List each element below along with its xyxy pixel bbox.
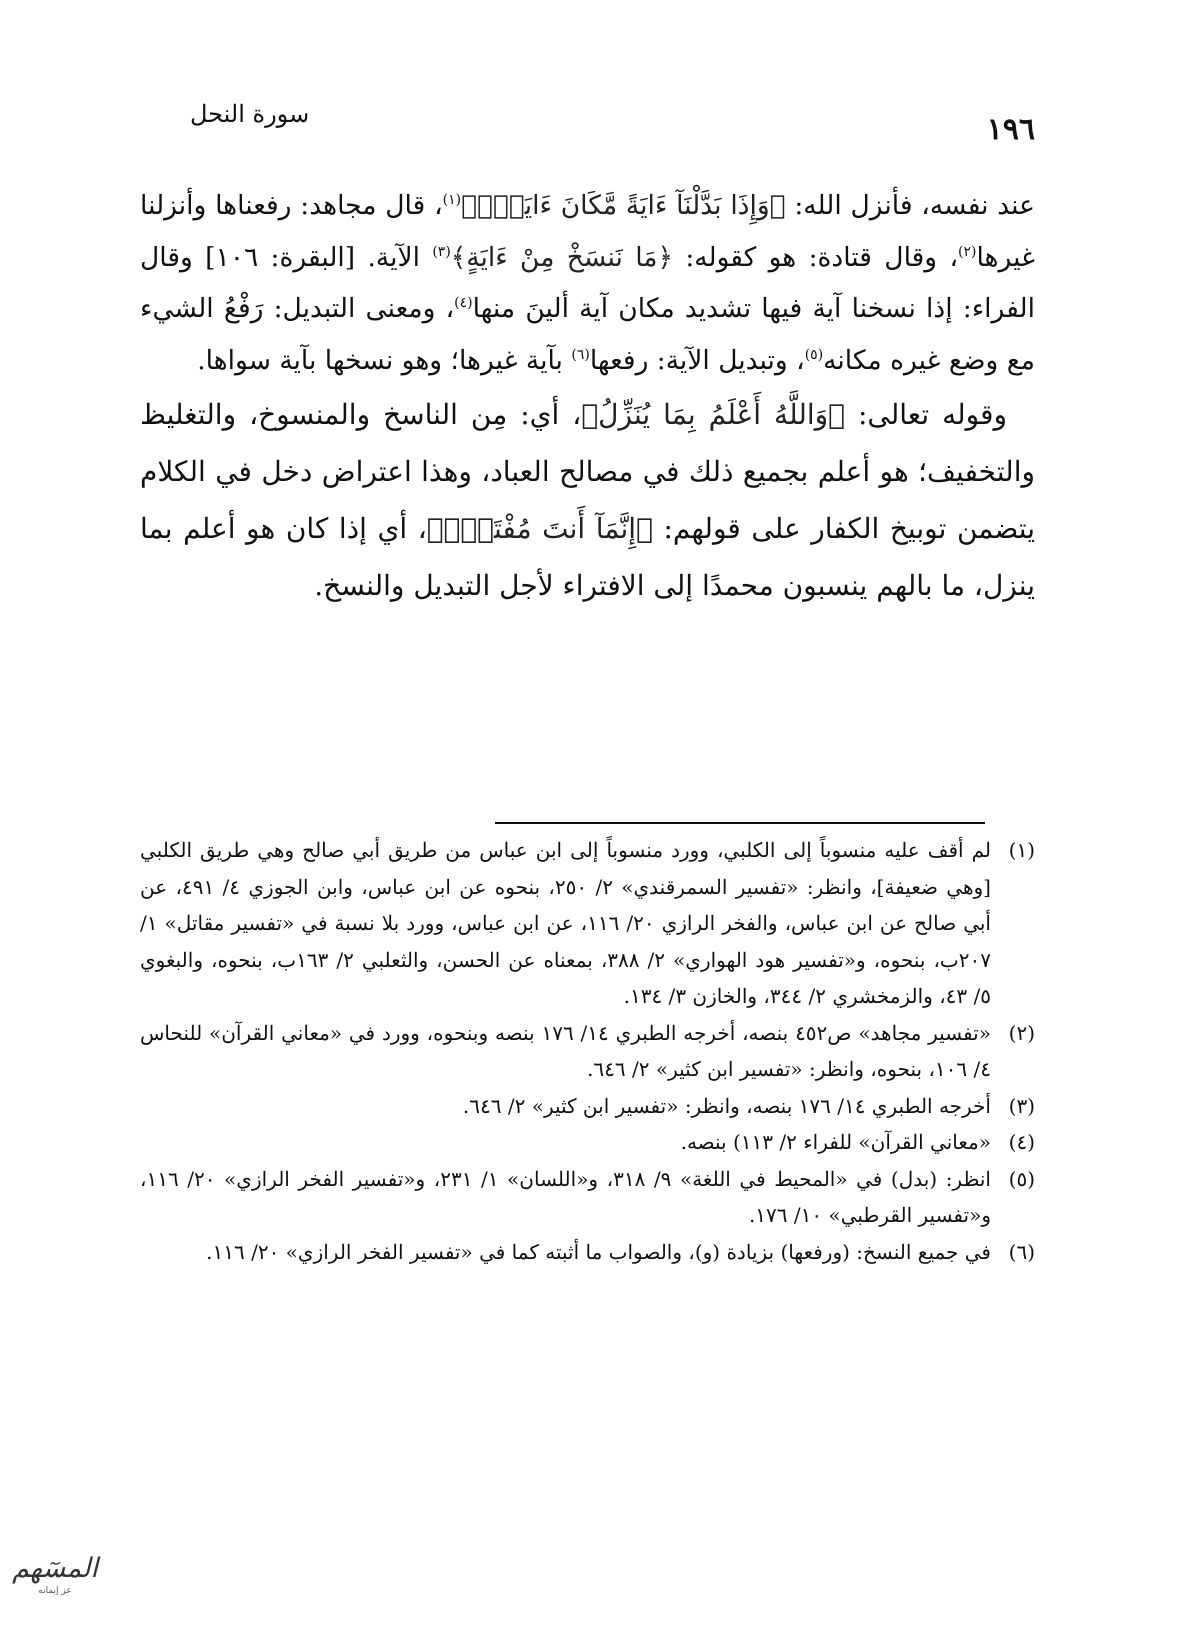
footnote-text: في جميع النسخ: (ورفعها) بزيادة (و)، والصواب ما أثبته كما في «تفسير الفخر الرازي» ٢٠/ ١١٦. <box>206 1239 991 1264</box>
footnote-number: (٣) <box>1008 1093 1035 1118</box>
quran-verse: ﴿مَا نَنسَخْ مِنْ ءَايَةٍ﴾ <box>450 241 674 273</box>
surah-title: سورة النحل <box>190 100 310 128</box>
text-run: ، قال مجاهد: رفعناها وأنزلنا غيرها <box>140 190 1035 273</box>
footnotes <box>140 832 1035 1270</box>
library-stamp-logo <box>10 1552 100 1602</box>
footnote-marker[interactable]: (٤) <box>454 295 473 312</box>
text-run: ، أي إذا كان هو أعلم بما ينزل، ما بالهم ينسبون محمدًا إلى الافتراء لأجل التبديل والنسخ. <box>140 512 1035 602</box>
footnote-item <box>140 1124 1035 1161</box>
footnote-marker[interactable]: (٢) <box>958 243 977 260</box>
text-run: ، وتبديل الآية: رفعها <box>589 344 805 376</box>
text-run: بآية غيرها؛ وهو نسخها بآية سواها. <box>197 344 572 376</box>
footnote-number: (١) <box>1008 838 1035 862</box>
footnote-item <box>140 1161 1035 1234</box>
text-run: عند نفسه، فأنزل الله: <box>785 190 1035 221</box>
footnote-number: (٢) <box>1008 1020 1035 1045</box>
text-run: ، ومعنى التبديل: رَفْعُ الشيء مع وضع غيره مكانه <box>140 293 1035 376</box>
paragraph-2 <box>140 386 1035 614</box>
footnote-text: لم أقف عليه منسوباً إلى الكلبي، وورد منسوباً إلى ابن عباس من طريق أبي صالح وهي طريق الكلبي [وهي ضعيفة]، وانظر: «تفسير السمرقندي» ٢/ ٢٥٠، بنحوه عن ابن عباس، وابن الجوزي ٤/ ٤٩١، عن أبي صالح عن ابن عباس، والفخر الرازي ٢٠/ ١١٦، عن ابن عباس، وورد بلا نسبة في «تفسير مقاتل» ١/ ٢٠٧ب، بنحوه، و«تفسير هود الهواري» ٢/ ٣٨٨، بمعناه عن الحسن، والثعلبي ٢/ ١٦٣ب، بنحوه، والبغوي ٥/ ٤٣، والزمخشري ٢/ ٣٤٤، والخازن ٣/ ١٣٤. <box>140 838 991 1008</box>
footnote-item <box>140 1015 1035 1088</box>
footnote-text: «معاني القرآن» للفراء ٢/ ١١٣) بنصه. <box>680 1130 991 1154</box>
stamp-main-text: المسٓهم <box>12 1553 98 1584</box>
footnote-item <box>140 1088 1035 1125</box>
footnote-number: (٦) <box>1008 1239 1035 1264</box>
footnote-item <box>140 832 1035 1015</box>
text-run: ، وقال قتادة: هو كقوله: <box>673 241 958 273</box>
footnote-text: أخرجه الطبري ١٤/ ١٧٦ بنصه، وانظر: «تفسير ابن كثير» ٢/ ٦٤٦. <box>462 1093 991 1118</box>
footnote-marker[interactable]: (٣) <box>432 243 451 260</box>
footnote-marker[interactable]: (٦) <box>571 346 590 363</box>
footnote-number: (٥) <box>1008 1166 1035 1191</box>
text-run: وقوله تعالى: <box>844 398 1008 431</box>
page-number: ١٩٦ <box>986 112 1035 147</box>
main-text <box>140 180 1035 614</box>
text-run: ، أي: مِن الناسخ والمنسوخ، والتغليظ والتخفيف؛ هو أعلم بجميع ذلك في مصالح العباد، وهذا اعتراض دخل في الكلام يتضمن توبيخ الكفار على قولهم: <box>140 398 1035 545</box>
footnote-text: انظر: (بدل) في «المحيط في اللغة» ٩/ ٣١٨، و«اللسان» ١/ ٢٣١، و«تفسير الفخر الرازي» ٢٠/ ١١٦، و«تفسير القرطبي» ١٠/ ١٧٦. <box>140 1166 991 1227</box>
quran-verse: ﴿وَإِذَا بَدَّلْنَآ ءَايَةً مَّكَانَ ءَايَةٍۙ﴾ <box>461 190 786 221</box>
footnote-item <box>140 1234 1035 1271</box>
footnote-divider <box>495 822 985 824</box>
footnote-text: «تفسير مجاهد» ص٤٥٢ بنصه، أخرجه الطبري ١٤/ ١٧٦ بنصه وبنحوه، وورد في «معاني القرآن» للنحاس ٤/ ١٠٦، بنحوه، وانظر: «تفسير ابن كثير» ٢/ ٦٤٦. <box>140 1020 991 1081</box>
stamp-sub-text: عز إيمانه <box>38 1586 72 1596</box>
page-header <box>150 100 1035 160</box>
footnote-marker[interactable]: (٥) <box>804 346 824 363</box>
footnote-number: (٤) <box>1008 1130 1035 1154</box>
quran-verse: ﴿إِنَّمَآ أَنتَ مُفْتَرٍۭ﴾ <box>426 512 653 545</box>
paragraph-1 <box>140 180 1035 386</box>
quran-verse: ﴿وَاللَّهُ أَعْلَمُ بِمَا يُنَزِّلُ﴾ <box>581 398 845 431</box>
text-run: الآية. [البقرة: ١٠٦] وقال الفراء: إذا نسخنا آية فيها تشديد مكان آية ألينَ منها <box>140 241 1035 324</box>
footnote-marker[interactable]: (١) <box>442 192 462 209</box>
